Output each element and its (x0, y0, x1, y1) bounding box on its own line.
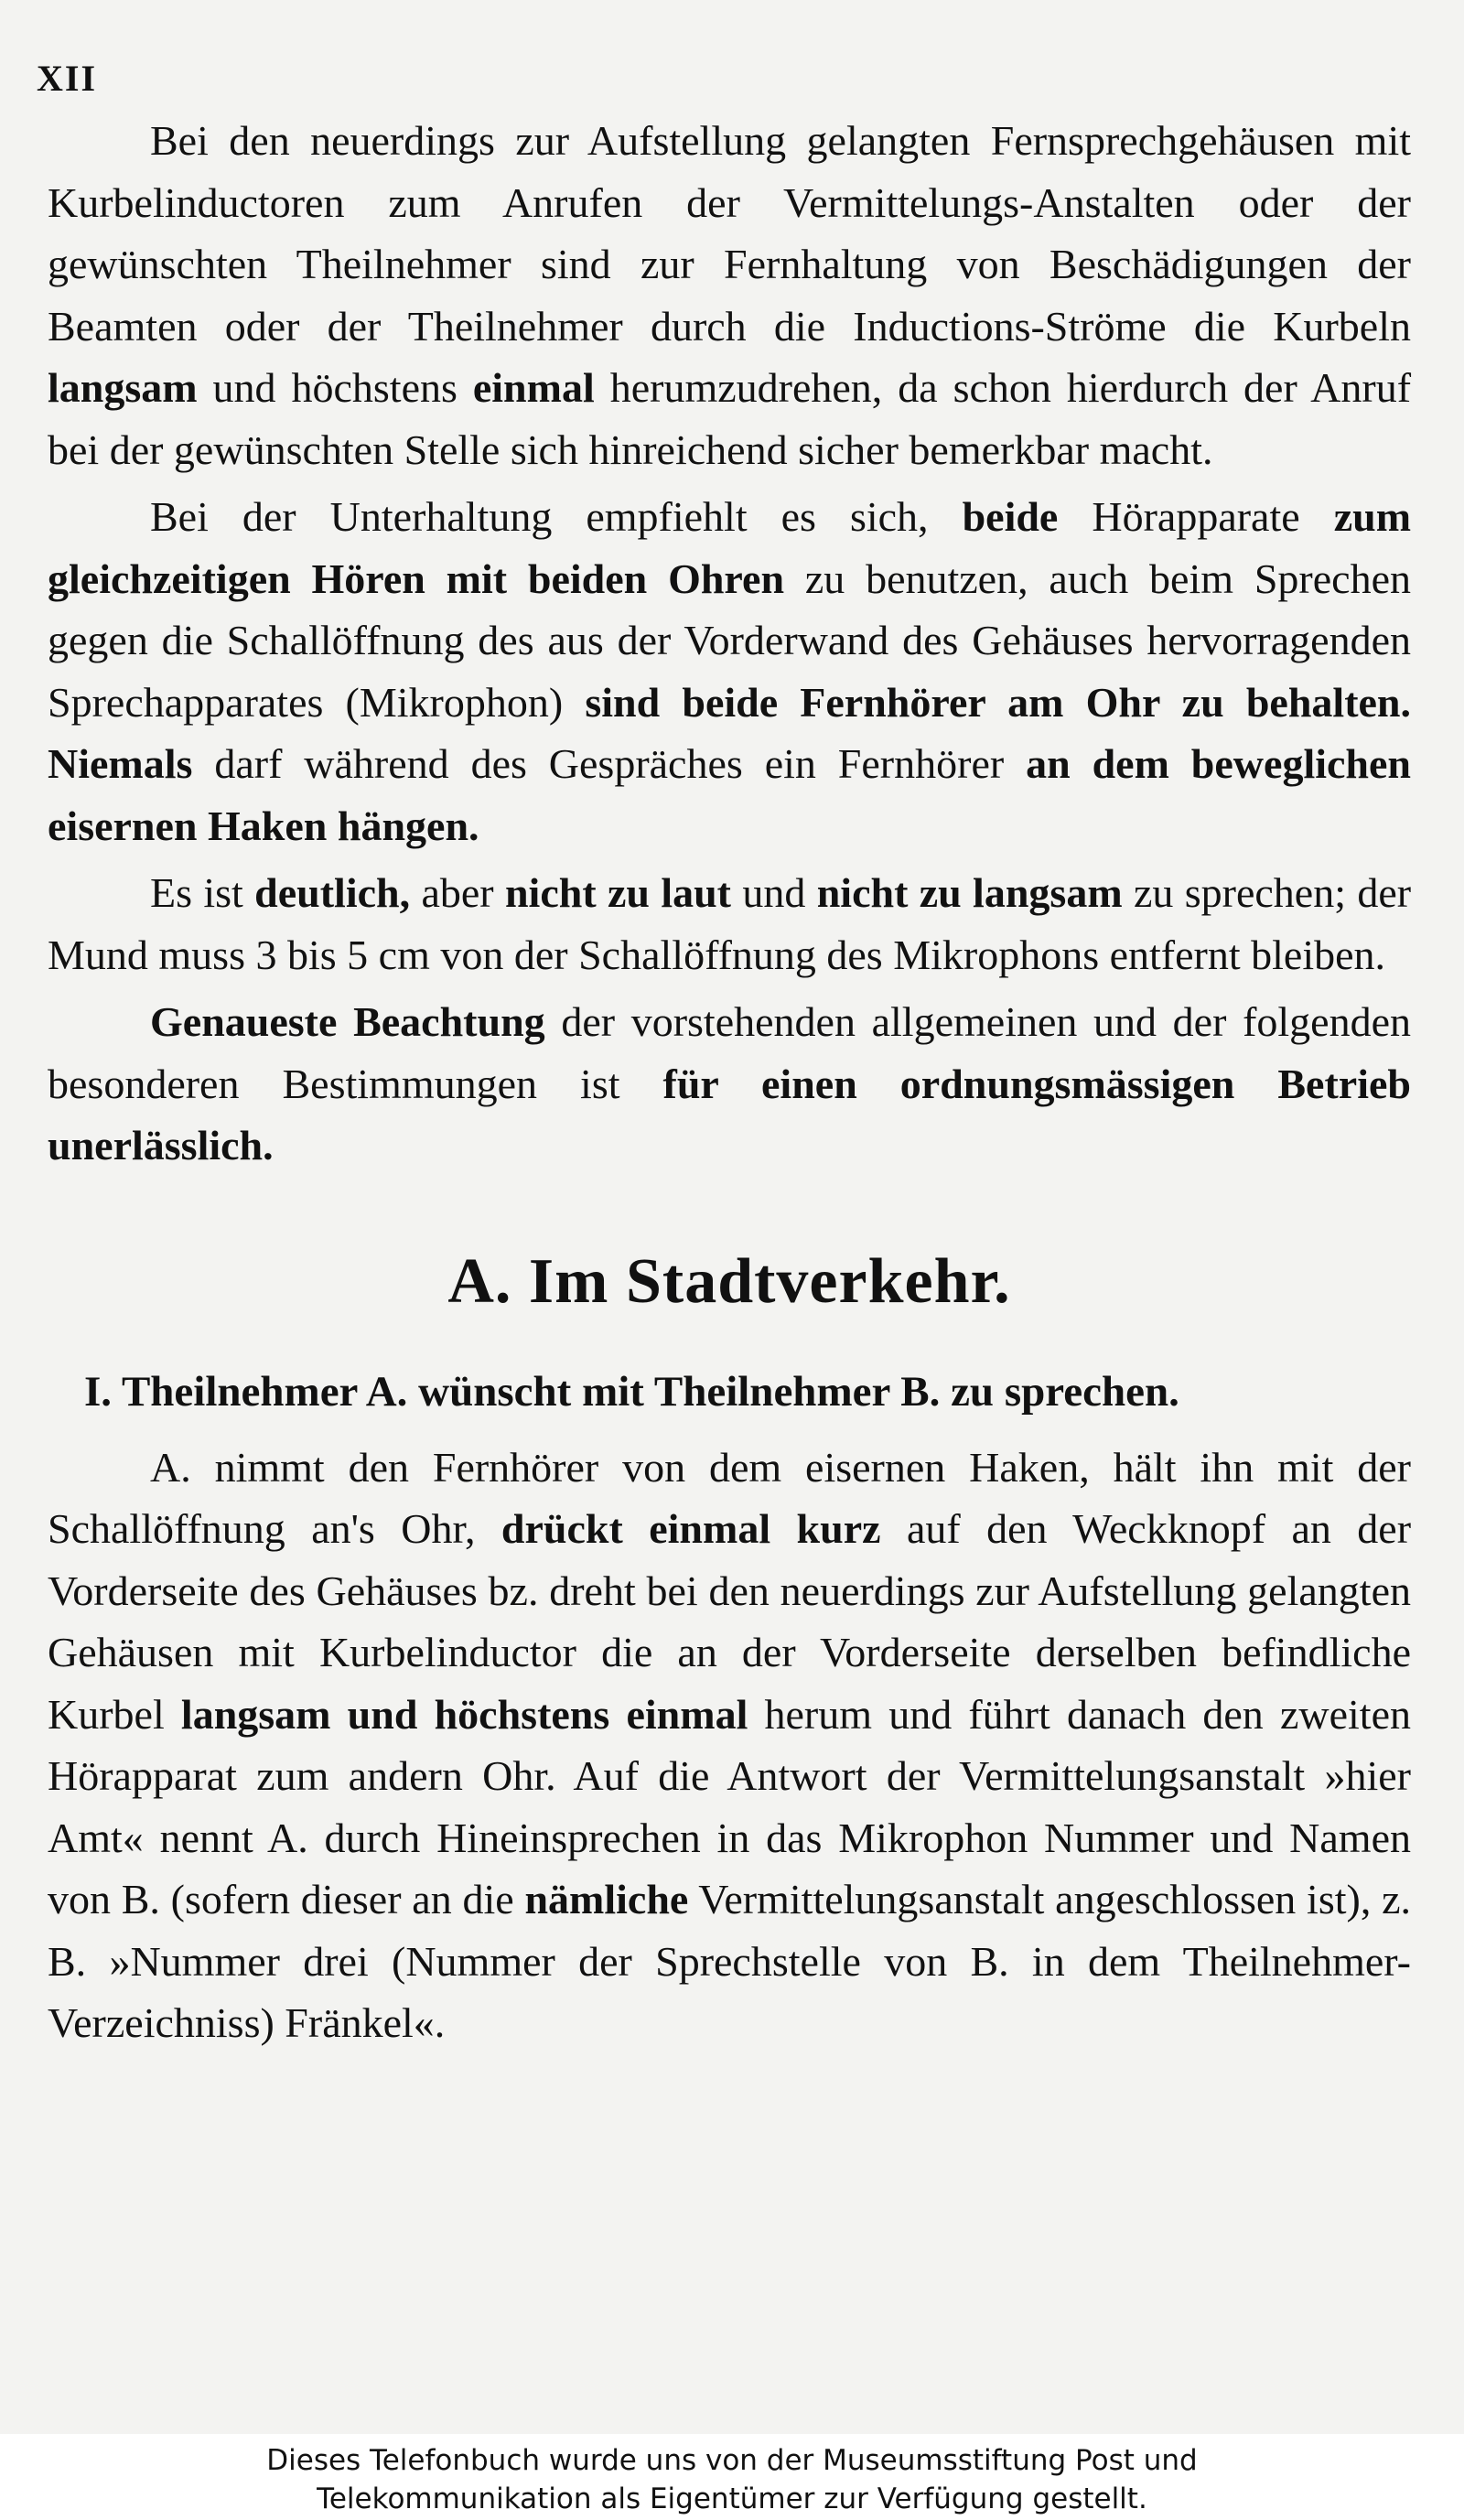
bold-text: langsam und höchstens einmal (180, 1690, 748, 1738)
footer-notice (0, 2434, 1464, 2520)
bold-text: nicht zu langsam (816, 869, 1123, 916)
text: Hörapparate (1092, 493, 1300, 540)
text: Bei der Unterhaltung empfiehlt es sich, (150, 493, 929, 540)
section-heading: A. Im Stadtverkehr. (447, 1245, 1011, 1317)
bold-text: für einen ordnungsmässigen Betrieb unerlässlich. (48, 1060, 1411, 1168)
bold-text: drückt einmal kurz (501, 1505, 881, 1552)
paragraph-observance (48, 991, 1411, 1177)
text: Bei den neuerdings zur Aufstellung gelangten Fernsprechgehäusen mit Kurbelinductoren zum Anrufen der Vermittelungs-Anstalten oder der gewünschten Theilnehmer sind zur Fernhaltung von Beschädigungen der Beamten oder der Theilnehmer durch die Inductions-Ströme die Kurbeln (48, 117, 1411, 350)
bold-text: sind beide Fernhörer am Ohr zu behalten. (585, 678, 1412, 726)
footer-line: Telekommunikation als Eigentümer zur Verfügung gestellt. (317, 2482, 1147, 2515)
page-number: XII (37, 58, 98, 99)
paragraph-crank-inductors (48, 110, 1411, 480)
bold-text: beide (962, 493, 1059, 540)
text: zu sprechen; der Mund muss 3 bis 5 cm von der Schallöffnung des Mikrophons entfernt bleiben. (48, 869, 1412, 978)
text: und (742, 869, 806, 916)
bold-text: zum gleichzeitigen Hören mit beiden Ohren (48, 493, 1412, 602)
bold-text: einmal (472, 364, 595, 411)
bold-text: Niemals (48, 740, 193, 787)
text: und höchstens (212, 364, 458, 411)
text: darf während des Gespräches ein Fernhörer (214, 740, 1005, 787)
bold-text: Genaueste Beachtung (150, 998, 545, 1045)
bold-text: deutlich, (254, 869, 411, 916)
text: Vermittelungsanstalt angeschlossen ist), z. B. »Nummer drei (Nummer der Sprechstelle von B. in dem Theilnehmer-Verzeichniss) Fränkel«. (48, 1876, 1412, 2046)
subsection-heading: I. Theilnehmer A. wünscht mit Theilnehmer B. zu sprechen. (84, 1367, 1179, 1416)
text: herumzudrehen, da schon hierdurch der Anruf bei der gewünschten Stelle sich hinreichend sicher bemerkbar macht. (48, 364, 1412, 473)
paragraph-conversation (48, 486, 1411, 856)
page-content (48, 110, 1411, 2054)
paragraph-procedure (48, 1437, 1411, 2054)
text: Es ist (150, 869, 243, 916)
text: der vorstehenden allgemeinen und der folgenden besonderen Bestimmungen ist (48, 998, 1412, 1107)
bold-text: an dem beweglichen eisernen Haken hängen. (48, 740, 1412, 849)
paragraph-speaking (48, 862, 1411, 985)
text: zu benutzen, auch beim Sprechen gegen die Schallöffnung des aus der Vorderwand des Gehäuses hervorragenden Sprechapparates (Mikrophon) (48, 555, 1411, 726)
text: aber (421, 869, 494, 916)
bold-text: nämliche (524, 1876, 689, 1922)
footer-line: Dieses Telefonbuch wurde uns von der Museumsstiftung Post und (266, 2444, 1198, 2477)
bold-text: langsam (48, 364, 198, 411)
text: A. nimmt den Fernhörer von dem eisernen Haken, hält ihn mit der Schallöffnung an's Ohr, (48, 1443, 1411, 1552)
bold-text: nicht zu laut (504, 869, 732, 916)
text: auf den Weckknopf an der Vorderseite des Gehäuses bz. dreht bei den neuerdings zur Aufstellung gelangten Gehäusen mit Kurbelinductor die an der Vorderseite derselben befindliche Kurbel (48, 1505, 1412, 1738)
text: herum und führt danach den zweiten Hörapparat zum andern Ohr. Auf die Antwort der Vermittelungsanstalt »hier Amt« nennt A. durch Hineinsprechen in das Mikrophon Nummer und Namen von B. (sofern dieser an die (48, 1690, 1411, 1922)
